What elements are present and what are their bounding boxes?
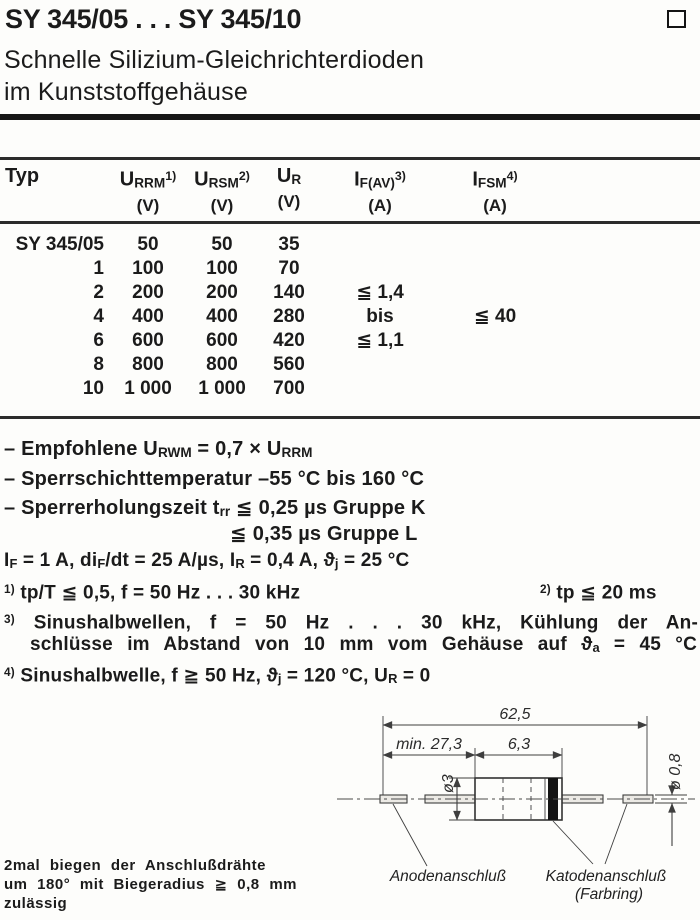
type-cell: 4 (93, 306, 104, 327)
footnote-3-line1: $^{3)}$ Sinushalbwellen, f = 50 Hz . . . 30 kHz, Kühlung der An- (4, 612, 698, 634)
anode-leader-line (393, 804, 427, 866)
table-cell: 140 (273, 282, 305, 303)
table-cell: 560 (273, 354, 305, 375)
ifav-limit-cell (320, 233, 440, 401)
ifav-limit-upper: ≦ 1,4 (356, 282, 404, 303)
subtitle-line1: Schnelle Silizium-Gleichrichterdioden (4, 46, 425, 74)
table-cell: 800 (206, 354, 238, 375)
column-header-ifav: $I_{F(AV)}^{3)}$ (A) (354, 168, 406, 215)
table-cell: 400 (132, 306, 164, 327)
table-cell: 100 (132, 258, 164, 279)
table-cell: 600 (206, 330, 238, 351)
column-header-ur: $U_R$ (V) (276, 165, 302, 212)
type-cell: 2 (93, 282, 104, 303)
table-cell: 400 (206, 306, 238, 327)
ifsm-limit: ≦ 40 (473, 306, 517, 327)
ifsm-limit-cell (440, 233, 550, 401)
table-top-rule (0, 157, 700, 160)
footnote-2: $^{2)}$ tp ≦ 20 ms (540, 582, 657, 604)
title-divider-bar (0, 114, 700, 120)
bend-note-line2: um 180° mit Biegeradius ≧ 0,8 mm (4, 876, 297, 893)
table-cell: 1 000 (124, 378, 172, 399)
table-cell: 1 000 (198, 378, 246, 399)
table-cell: 50 (211, 234, 233, 255)
cathode-ring-label: (Farbring) (574, 886, 644, 903)
table-header-rule (0, 221, 700, 224)
note-recovery-time-k: – Sperrerholungszeit $t_{rr}$ ≦ 0,25 µs Gruppe K (4, 497, 426, 520)
dim-label-body-diameter: ø3 (440, 774, 457, 793)
dim-label-body-length: 6,3 (507, 736, 531, 753)
page-title: SY 345/05 . . . SY 345/10 (5, 4, 302, 34)
type-cell: SY 345/05 (15, 234, 104, 255)
column-header-typ: Typ (5, 165, 40, 187)
table-cell: 50 (137, 234, 159, 255)
bend-note-line1: 2mal biegen der Anschlußdrähte (4, 857, 266, 874)
table-bottom-rule (0, 416, 700, 419)
bend-note (4, 856, 297, 913)
package-outline-drawing (335, 698, 700, 916)
footnote-4: $^{4)}$ Sinushalbwelle, f ≧ 50 Hz, $ϑ_j = 120$ °C, $U_R = 0$ (4, 665, 431, 687)
column-header-ursm: $U_{RSM}^{2)}$ (V) (194, 168, 250, 215)
table-cell: 420 (273, 330, 305, 351)
table-cell: 800 (132, 354, 164, 375)
ratings-table-header (0, 165, 550, 216)
column-header-urrm: $U_{RRM}^{1)}$ (V) (119, 168, 177, 215)
ifav-limit-bis: bis (366, 306, 394, 327)
table-cell: 100 (206, 258, 238, 279)
checkbox-square-icon (667, 10, 686, 28)
table-cell: 200 (206, 282, 238, 303)
cathode-label: Katodenanschluß (545, 868, 667, 885)
cathode-leader-line (605, 804, 627, 864)
subtitle-line2: im Kunststoffgehäuse (4, 78, 248, 106)
table-cell: 280 (273, 306, 305, 327)
bend-note-line3: zulässig (4, 895, 68, 912)
table-cell: 70 (278, 258, 300, 279)
test-conditions-line: $I_F = 1$ A, $di_F/dt = 25$ A/µs, $I_R = 0,4$ A, $ϑ_j = 25$ °C (4, 550, 410, 571)
footnote-1: $^{1)}$ tp/T ≦ 0,5, f = 50 Hz . . . 30 kHz (4, 582, 301, 604)
footnote-3-line2: schlüsse im Abstand von 10 mm vom Gehäuse auf $ϑ_a = 45$ °C (30, 634, 697, 655)
type-cell: 10 (82, 378, 104, 399)
table-cell: 200 (132, 282, 164, 303)
table-cell: 35 (278, 234, 300, 255)
dim-label-wire-diameter: ø 0,8 (667, 753, 684, 790)
type-cell: 8 (93, 354, 104, 375)
ifav-limit-lower: ≦ 1,1 (356, 330, 404, 351)
table-cell: 700 (273, 378, 305, 399)
note-junction-temperature: – Sperrschichttemperatur –55 °C bis 160 °C (4, 468, 425, 490)
ratings-table (0, 233, 550, 401)
note-recovery-time-l: ≦ 0,35 µs Gruppe L (230, 523, 418, 545)
anode-label: Anodenanschluß (389, 868, 507, 885)
type-cell: 1 (93, 258, 104, 279)
table-cell: 600 (132, 330, 164, 351)
dim-label-min-lead: min. 27,3 (396, 736, 462, 753)
column-header-ifsm: $I_{FSM}^{4)}$ (A) (472, 168, 518, 215)
type-cell: 6 (93, 330, 104, 351)
dim-label-total-length: 62,5 (499, 706, 531, 723)
cathode-leader-line (553, 821, 593, 864)
note-recommended-urwm: – Empfohlene $U_{RWM} = 0,7 \times U_{RRM}$ (4, 438, 313, 461)
